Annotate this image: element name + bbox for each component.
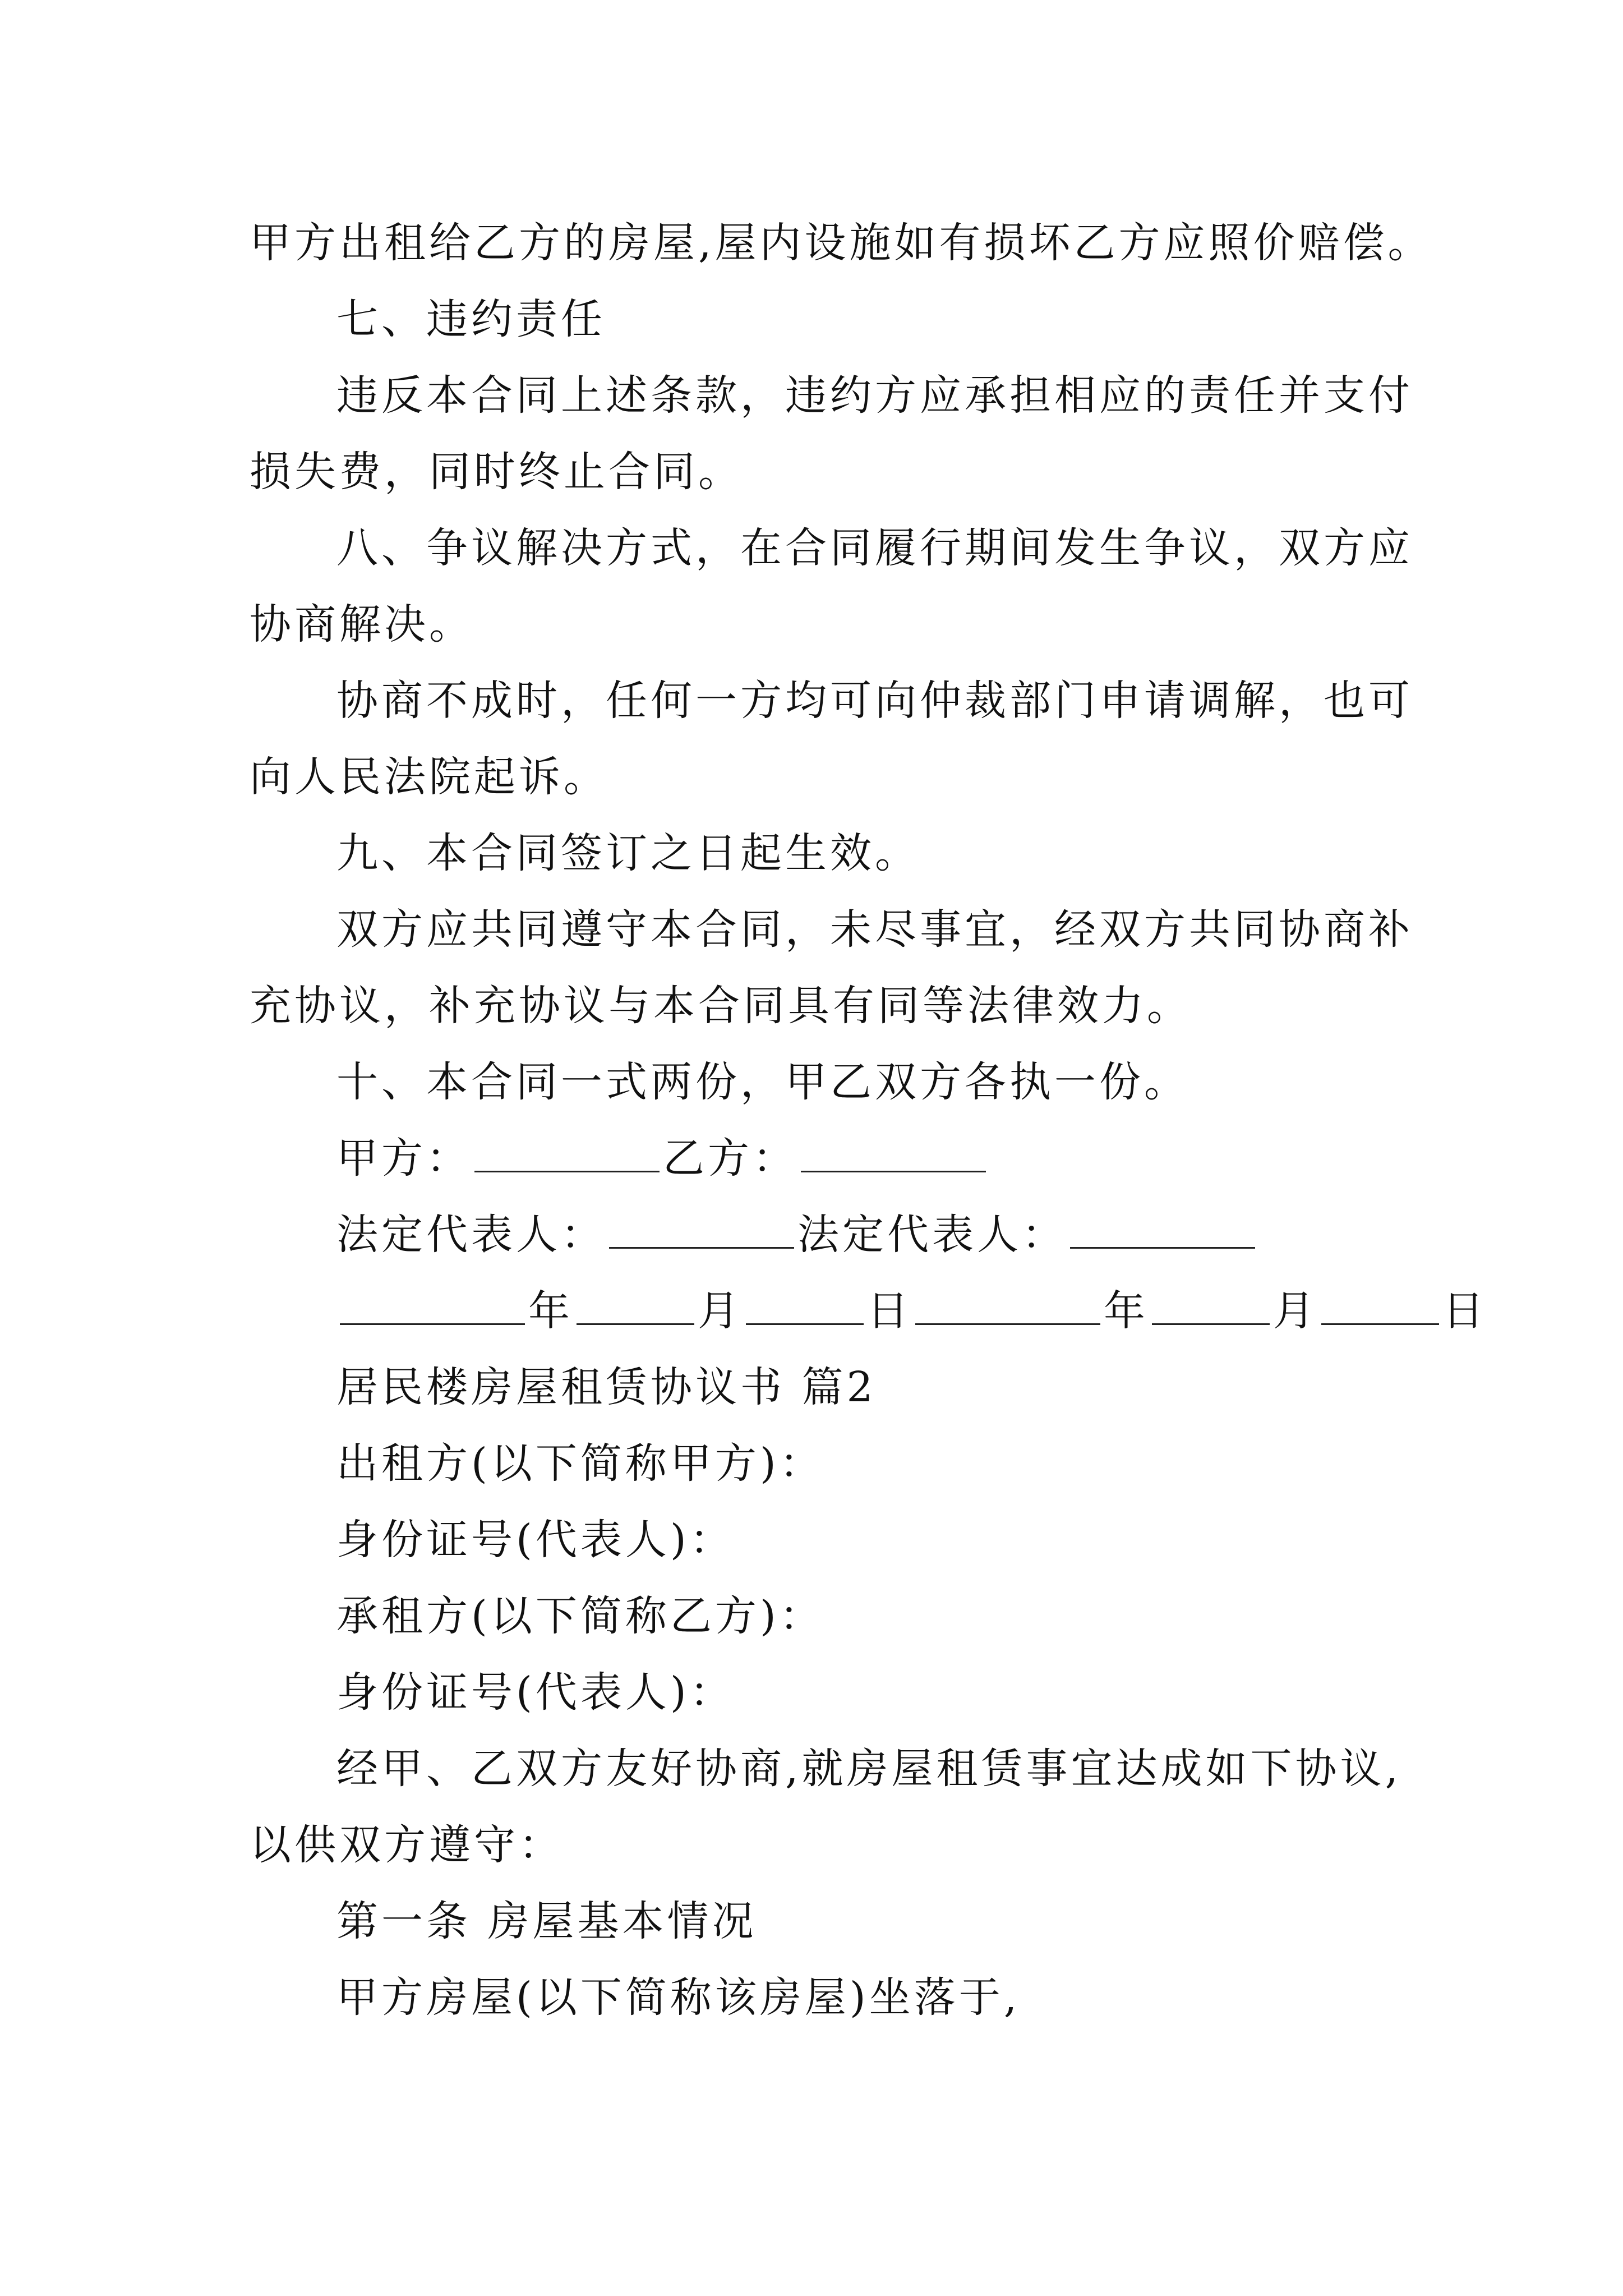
month-label: 月 — [1273, 1287, 1318, 1335]
paragraph-line: 八、争议解决方式，在合同履行期间发生争议，双方应 — [336, 524, 1413, 572]
signature-reps-line — [336, 1207, 1258, 1263]
day-label: 日 — [1442, 1287, 1487, 1335]
party-b-blank[interactable] — [801, 1134, 986, 1172]
paragraph-line: 充协议，补充协议与本合同具有同等法律效力。 — [250, 982, 1192, 1030]
party-b-label: 乙方： — [663, 1134, 797, 1182]
paragraph-line: 身份证号(代表人)： — [336, 1516, 735, 1564]
date-a-month-blank[interactable] — [577, 1286, 694, 1325]
date-a-day-blank[interactable] — [746, 1286, 864, 1325]
paragraph-line: 甲方出租给乙方的房屋,屋内设施如有损坏乙方应照价赔偿。 — [250, 219, 1433, 267]
date-a-year-blank[interactable] — [340, 1286, 525, 1325]
section-title: 居民楼房屋租赁协议书 篇2 — [336, 1363, 877, 1411]
paragraph-line: 协商解决。 — [250, 600, 474, 648]
paragraph-line: 出租方(以下简称甲方)： — [336, 1439, 824, 1488]
paragraph-line: 向人民法院起诉。 — [250, 753, 608, 801]
paragraph-line: 九、本合同签订之日起生效。 — [336, 829, 920, 877]
signature-dates-line — [336, 1283, 1487, 1339]
paragraph-line: 双方应共同遵守本合同，未尽事宜，经双方共同协商补 — [336, 905, 1413, 954]
paragraph-line: 以供双方遵守： — [250, 1821, 564, 1869]
paragraph-line: 协商不成时，任何一方均可向仲裁部门申请调解，也可 — [336, 677, 1413, 725]
paragraph-line: 甲方房屋(以下简称该房屋)坐落于, — [336, 1973, 1021, 2022]
date-b-year-blank[interactable] — [915, 1286, 1100, 1325]
section-heading: 七、违约责任 — [336, 295, 606, 343]
paragraph-line: 损失费，同时终止合同。 — [250, 448, 743, 496]
paragraph-line: 身份证号(代表人)： — [336, 1668, 735, 1717]
paragraph-line: 承租方(以下简称乙方)： — [336, 1592, 824, 1640]
month-label: 月 — [698, 1287, 743, 1335]
paragraph-line: 经甲、乙双方友好协商,就房屋租赁事宜达成如下协议, — [336, 1745, 1402, 1793]
date-b-month-blank[interactable] — [1152, 1286, 1270, 1325]
party-a-label: 甲方： — [336, 1134, 471, 1182]
rep-b-blank[interactable] — [1070, 1210, 1255, 1249]
rep-a-label: 法定代表人： — [336, 1211, 606, 1259]
rep-a-blank[interactable] — [609, 1210, 794, 1249]
year-label: 年 — [1104, 1287, 1149, 1335]
party-a-blank[interactable] — [474, 1134, 660, 1172]
section-heading: 第一条 房屋基本情况 — [336, 1897, 757, 1945]
rep-b-label: 法定代表人： — [797, 1211, 1067, 1259]
paragraph-line: 十、本合同一式两份，甲乙双方各执一份。 — [336, 1058, 1189, 1106]
day-label: 日 — [867, 1287, 912, 1335]
signature-parties-line — [336, 1130, 989, 1186]
year-label: 年 — [528, 1287, 573, 1335]
paragraph-line: 违反本合同上述条款，违约方应承担相应的责任并支付 — [336, 371, 1413, 420]
date-b-day-blank[interactable] — [1321, 1286, 1439, 1325]
